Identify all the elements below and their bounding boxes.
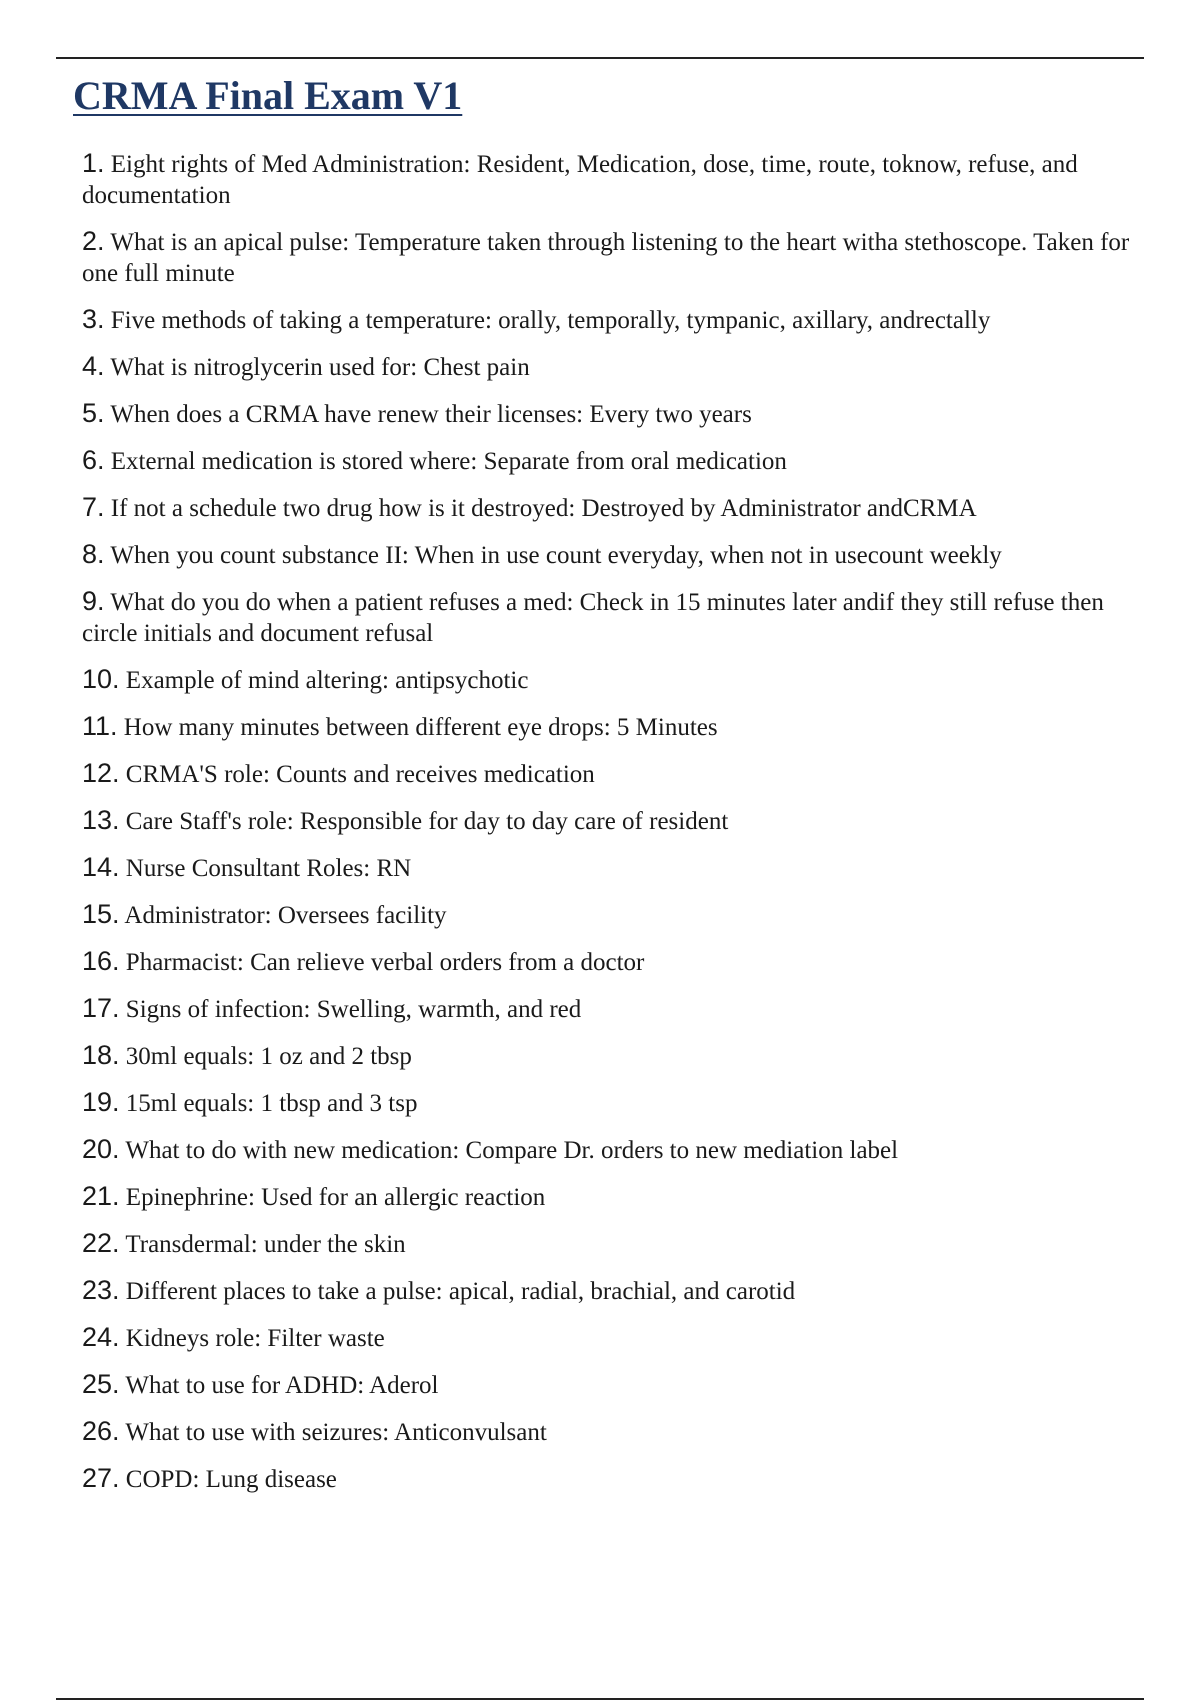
question-item bbox=[82, 993, 1152, 1025]
question-text: What to use with seizures: Anticonvulsant bbox=[125, 1419, 547, 1446]
top-divider bbox=[56, 57, 1144, 59]
question-text: Nurse Consultant Roles: RN bbox=[125, 855, 412, 882]
question-item bbox=[82, 1463, 1152, 1495]
question-number: 4. bbox=[82, 351, 105, 381]
question-number: 12. bbox=[82, 758, 120, 788]
question-text: When you count substance II: When in use count everyday, when not in usecount weekly bbox=[110, 542, 1002, 569]
question-item bbox=[82, 586, 1152, 649]
question-text: Care Staff's role: Responsible for day to day care of resident bbox=[125, 808, 729, 835]
question-text: CRMA'S role: Counts and receives medication bbox=[125, 761, 595, 788]
question-item bbox=[82, 1275, 1152, 1307]
question-text: If not a schedule two drug how is it destroyed: Destroyed by Administrator andCRMA bbox=[110, 495, 977, 522]
question-text: Eight rights of Med Administration: Resident, Medication, dose, time, route, toknow, refuse, and documentation bbox=[82, 151, 1078, 209]
question-number: 13. bbox=[82, 805, 120, 835]
question-item bbox=[82, 711, 1152, 743]
question-text: Kidneys role: Filter waste bbox=[125, 1325, 385, 1352]
question-number: 6. bbox=[82, 445, 105, 475]
question-text: Signs of infection: Swelling, warmth, and red bbox=[125, 996, 582, 1023]
question-number: 9. bbox=[82, 586, 105, 616]
question-item bbox=[82, 398, 1152, 430]
question-text: Example of mind altering: antipsychotic bbox=[125, 667, 529, 694]
question-number: 14. bbox=[82, 852, 120, 882]
question-item bbox=[82, 492, 1152, 524]
question-text: COPD: Lung disease bbox=[125, 1466, 337, 1493]
question-text: 30ml equals: 1 oz and 2 tbsp bbox=[125, 1043, 412, 1070]
question-number: 26. bbox=[82, 1416, 120, 1446]
question-text: 15ml equals: 1 tbsp and 3 tsp bbox=[125, 1090, 418, 1117]
question-number: 16. bbox=[82, 946, 120, 976]
question-number: 2. bbox=[82, 226, 105, 256]
document-title: CRMA Final Exam V1 bbox=[73, 73, 463, 118]
question-item bbox=[82, 226, 1152, 289]
question-text: How many minutes between different eye drops: 5 Minutes bbox=[123, 714, 718, 741]
question-number: 20. bbox=[82, 1134, 120, 1164]
question-item bbox=[82, 1040, 1152, 1072]
question-text: What do you do when a patient refuses a med: Check in 15 minutes later andif they still refuse then circle initials and document refusal bbox=[82, 589, 1104, 647]
question-list bbox=[82, 148, 1152, 1510]
question-item bbox=[82, 304, 1152, 336]
question-item bbox=[82, 1134, 1152, 1166]
question-number: 27. bbox=[82, 1463, 120, 1493]
question-item bbox=[82, 1369, 1152, 1401]
question-text: Administrator: Oversees facility bbox=[124, 902, 447, 929]
question-text: Different places to take a pulse: apical, radial, brachial, and carotid bbox=[125, 1278, 796, 1305]
question-number: 17. bbox=[82, 993, 120, 1023]
question-item bbox=[82, 351, 1152, 383]
question-text: What to do with new medication: Compare Dr. orders to new mediation label bbox=[125, 1137, 899, 1164]
question-number: 11. bbox=[82, 711, 118, 741]
question-text: When does a CRMA have renew their licenses: Every two years bbox=[110, 401, 752, 428]
question-item bbox=[82, 664, 1152, 696]
question-text: Five methods of taking a temperature: orally, temporally, tympanic, axillary, andrectally bbox=[110, 307, 991, 334]
question-number: 1. bbox=[82, 148, 105, 178]
question-text: Pharmacist: Can relieve verbal orders from a doctor bbox=[125, 949, 645, 976]
question-number: 5. bbox=[82, 398, 105, 428]
question-number: 23. bbox=[82, 1275, 120, 1305]
question-item bbox=[82, 539, 1152, 571]
question-number: 24. bbox=[82, 1322, 120, 1352]
question-item bbox=[82, 1322, 1152, 1354]
question-number: 10. bbox=[82, 664, 120, 694]
question-number: 7. bbox=[82, 492, 105, 522]
question-item bbox=[82, 852, 1152, 884]
question-number: 22. bbox=[82, 1228, 120, 1258]
question-item bbox=[82, 1181, 1152, 1213]
question-text: Epinephrine: Used for an allergic reaction bbox=[125, 1184, 546, 1211]
question-text: Transdermal: under the skin bbox=[125, 1231, 406, 1258]
question-text: What to use for ADHD: Aderol bbox=[125, 1372, 439, 1399]
question-item bbox=[82, 946, 1152, 978]
question-text: What is an apical pulse: Temperature taken through listening to the heart witha stethoscope. Taken for one full minute bbox=[82, 229, 1130, 287]
question-item bbox=[82, 1087, 1152, 1119]
question-number: 15. bbox=[82, 899, 120, 929]
question-item bbox=[82, 1228, 1152, 1260]
question-number: 18. bbox=[82, 1040, 120, 1070]
question-number: 21. bbox=[82, 1181, 120, 1211]
question-item bbox=[82, 148, 1152, 211]
question-text: What is nitroglycerin used for: Chest pain bbox=[110, 354, 530, 381]
question-number: 19. bbox=[82, 1087, 120, 1117]
question-number: 3. bbox=[82, 304, 105, 334]
question-number: 8. bbox=[82, 539, 105, 569]
question-item bbox=[82, 1416, 1152, 1448]
question-text: External medication is stored where: Separate from oral medication bbox=[110, 448, 787, 475]
question-item bbox=[82, 899, 1152, 931]
question-item bbox=[82, 805, 1152, 837]
question-number: 25. bbox=[82, 1369, 120, 1399]
question-item bbox=[82, 758, 1152, 790]
question-item bbox=[82, 445, 1152, 477]
